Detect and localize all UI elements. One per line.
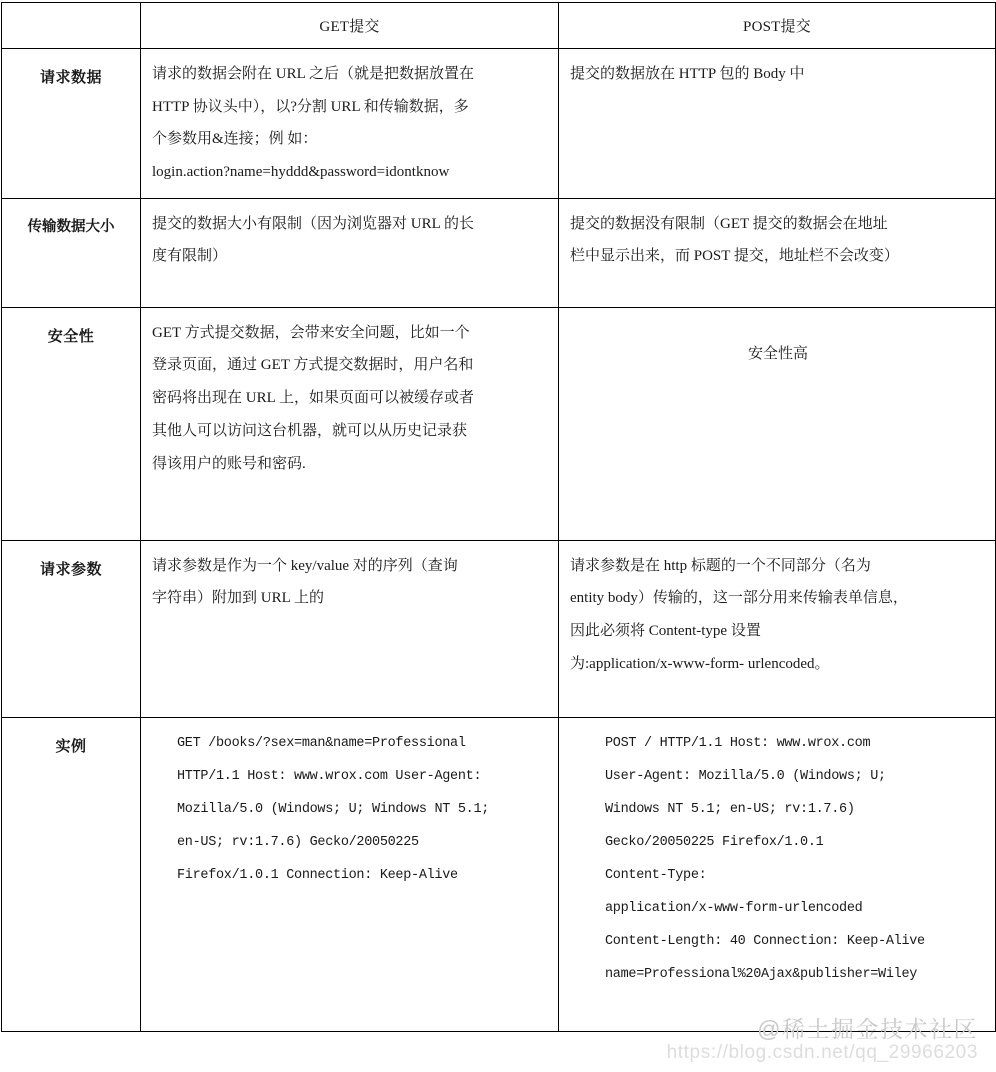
text-line-code: Gecko/20050225 Firefox/1.0.1	[605, 834, 824, 850]
row-label-text: 请求参数	[39, 561, 102, 578]
get-post-comparison-table	[1, 2, 996, 1032]
cell-post-data-size	[559, 198, 996, 307]
cell-text	[141, 308, 558, 489]
cell-get-data-size	[141, 198, 559, 307]
header-cell-post	[559, 3, 996, 49]
cell-text	[559, 49, 995, 100]
cell-post-request-params	[559, 540, 996, 717]
text-line: GET 方式提交数据，会带来安全问题，比如一个	[152, 324, 470, 341]
cell-text	[559, 199, 995, 282]
text-line: 因此必须将 Content-type 设置	[570, 623, 761, 640]
text-line-code: User-Agent: Mozilla/5.0 (Windows; U;	[605, 768, 886, 784]
text-line-code: login.action?name=hyddd&password=idontknow	[152, 164, 450, 181]
row-label-cell-example	[2, 717, 141, 1031]
cell-text	[141, 199, 558, 282]
text-line-code: HTTP/1.1 Host: www.wrox.com User-Agent:	[177, 768, 482, 784]
text-line: 字符串）附加到 URL 上的	[152, 590, 324, 607]
text-line-code: Windows NT 5.1; en-US; rv:1.7.6)	[605, 801, 855, 817]
table-row	[2, 307, 996, 540]
text-line: 得该用户的账号和密码.	[152, 455, 306, 472]
text-line-code: Content-Length: 40 Connection: Keep-Alive	[605, 934, 925, 950]
table-row	[2, 49, 996, 199]
text-line: 提交的数据放在 HTTP 包的 Body 中	[570, 66, 805, 82]
watermark-url: https://blog.csdn.net/qq_29966203	[666, 1042, 978, 1064]
document-page	[0, 2, 996, 1072]
text-line-code: name=Professional%20Ajax&publisher=Wiley	[605, 967, 918, 983]
row-label-cell-data-size	[2, 198, 141, 307]
cell-text	[141, 718, 558, 901]
cell-text	[559, 718, 995, 1001]
text-line: 请求参数是作为一个 key/value 对的序列（查询	[152, 557, 458, 574]
row-label-text: 实例	[55, 738, 87, 755]
text-line: HTTP 协议头中），以?分割 URL 和传输数据，多	[152, 98, 469, 115]
cell-text	[559, 541, 995, 690]
text-line-code: POST / HTTP/1.1 Host: www.wrox.com	[605, 735, 871, 751]
text-line: 其他人可以访问这台机器，就可以从历史记录获	[152, 422, 468, 439]
text-line: 登录页面，通过 GET 方式提交数据时，用户名和	[152, 357, 474, 374]
cell-get-request-data	[141, 49, 559, 199]
table-row	[2, 540, 996, 717]
text-line: entity body）传输的，这一部分用来传输表单信息，	[570, 590, 908, 607]
row-label-text: 传输数据大小	[27, 218, 115, 235]
text-line-code: en-US; rv:1.7.6) Gecko/20050225	[177, 834, 419, 850]
header-label-post: POST提交	[743, 19, 811, 35]
text-line: 请求参数是在 http 标题的一个不同部分（名为	[570, 557, 871, 574]
cell-text	[141, 49, 558, 198]
text-line: 个参数用&连接；例 如：	[152, 131, 318, 148]
table-header-row	[2, 3, 996, 49]
header-cell-empty	[2, 3, 141, 49]
row-label-cell-security	[2, 307, 141, 540]
text-line-code: Mozilla/5.0 (Windows; U; Windows NT 5.1;	[177, 801, 490, 817]
cell-text	[141, 541, 558, 624]
text-line: 安全性高	[747, 345, 808, 362]
text-line: 请求的数据会附在 URL 之后（就是把数据放置在	[152, 66, 474, 82]
table-row	[2, 717, 996, 1031]
text-line: 为:application/x-www-form- urlencoded。	[570, 655, 830, 672]
text-line: 密码将出现在 URL 上，如果页面可以被缓存或者	[152, 390, 474, 407]
header-label-get: GET提交	[319, 19, 380, 35]
row-label-text: 请求数据	[39, 70, 102, 86]
text-line: 提交的数据没有限制（GET 提交的数据会在地址	[570, 215, 888, 232]
row-label-text: 安全性	[47, 328, 95, 345]
header-cell-get	[141, 3, 559, 49]
text-line: 栏中显示出来，而 POST 提交，地址栏不会改变）	[570, 248, 899, 265]
text-line-code: application/x-www-form-urlencoded	[605, 901, 863, 917]
row-label-cell-request-data	[2, 49, 141, 199]
cell-get-request-params	[141, 540, 559, 717]
watermark-handle: @稀土掘金技术社区	[757, 1015, 978, 1042]
cell-post-security	[559, 307, 996, 540]
cell-text	[559, 308, 995, 380]
cell-get-security	[141, 307, 559, 540]
text-line-code: Content-Type:	[605, 868, 707, 883]
text-line-code: GET /books/?sex=man&name=Professional	[177, 735, 466, 751]
cell-get-example	[141, 717, 559, 1031]
row-label-cell-request-params	[2, 540, 141, 717]
text-line-code: Firefox/1.0.1 Connection: Keep-Alive	[177, 868, 458, 883]
cell-post-example	[559, 717, 996, 1031]
cell-post-request-data	[559, 49, 996, 199]
text-line: 度有限制）	[152, 248, 228, 265]
text-line: 提交的数据大小有限制（因为浏览器对 URL 的长	[152, 215, 474, 232]
table-row	[2, 198, 996, 307]
